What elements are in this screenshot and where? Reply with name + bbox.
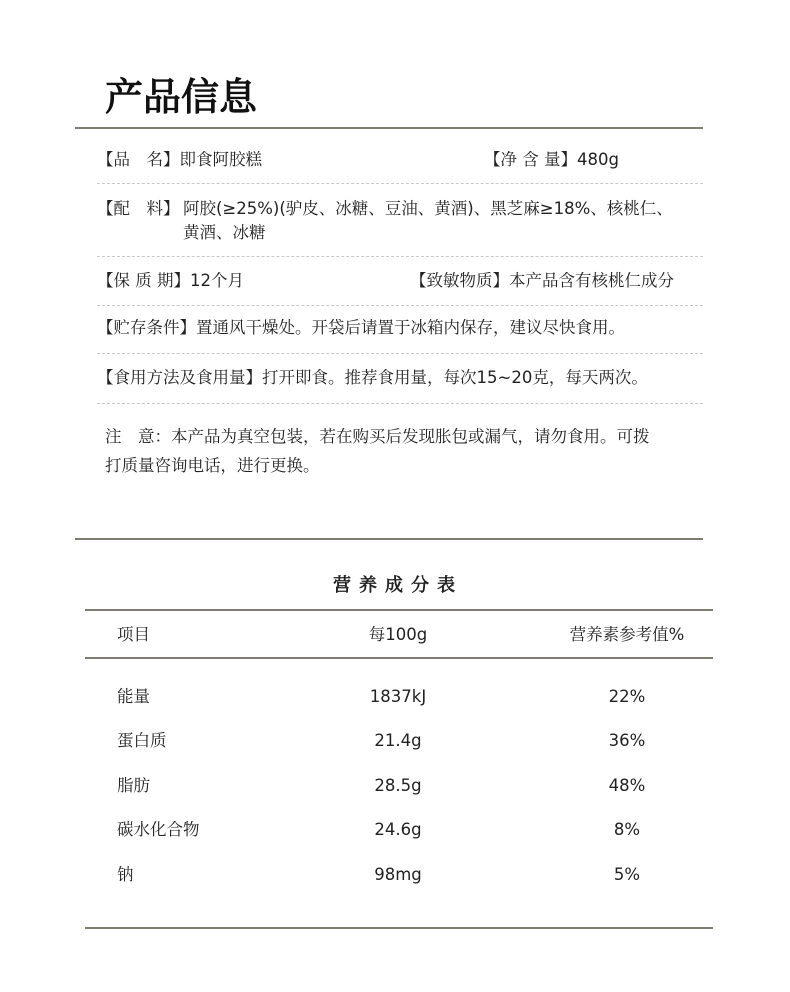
product-name-value: 即食阿胶糕	[179, 150, 262, 169]
usage-value: 打开即食。推荐食用量，每次15~20克，每天两次。	[262, 368, 648, 387]
table-top-border	[85, 609, 713, 611]
nutrient-amount: 98mg	[374, 865, 422, 884]
nutrition-title: 营养成分表	[333, 575, 463, 596]
note-line-1: 注 意：本产品为真空包装，若在购买后发现胀包或漏气，请勿食用。可拨	[105, 427, 650, 446]
divider	[97, 353, 703, 354]
usage-label: 【食用方法及食用量】	[97, 368, 262, 387]
nutrient-name: 能量	[117, 687, 150, 706]
nutrient-name: 脂肪	[117, 776, 150, 795]
ingredients-line-1: 阿胶(≥25%)(驴皮、冰糖、豆油、黄酒)、黑芝麻≥18%、核桃仁、	[183, 199, 673, 218]
storage-row	[97, 316, 625, 340]
header-item: 项目	[117, 625, 150, 644]
ingredients-label: 【配 料】	[97, 199, 180, 218]
allergen-label: 【致敏物质】	[410, 271, 509, 290]
title-divider	[75, 127, 703, 129]
nutrient-nrv: 22%	[608, 687, 646, 706]
net-content-value: 480g	[577, 150, 619, 169]
nutrient-amount: 1837kJ	[369, 687, 427, 706]
allergen-value: 本产品含有核桃仁成分	[509, 271, 674, 290]
product-name-row	[97, 148, 262, 172]
header-per-100g: 每100g	[368, 625, 428, 644]
page-title: 产品信息	[105, 75, 258, 119]
nutrient-name: 蛋白质	[117, 731, 167, 750]
shelf-life-value: 12个月	[190, 271, 244, 290]
nutrient-nrv: 5%	[613, 865, 641, 884]
net-content-row	[484, 148, 619, 172]
table-bottom-border	[85, 927, 713, 929]
divider	[97, 256, 703, 257]
storage-label: 【贮存条件】	[97, 318, 196, 337]
storage-value: 置通风干燥处。开袋后请置于冰箱内保存，建议尽快食用。	[196, 318, 625, 337]
nutrient-nrv: 8%	[613, 820, 641, 839]
divider	[97, 403, 703, 404]
usage-row	[97, 366, 648, 390]
shelf-life-row	[97, 269, 244, 293]
nutrient-amount: 28.5g	[374, 776, 422, 795]
nutrient-amount: 21.4g	[374, 731, 422, 750]
note-line-2: 打质量咨询电话，进行更换。	[105, 456, 320, 475]
nutrient-name: 碳水化合物	[117, 820, 200, 839]
product-name-label: 【品 名】	[97, 150, 180, 169]
nutrient-nrv: 36%	[608, 731, 646, 750]
divider	[97, 305, 703, 306]
net-content-label: 【净 含 量】	[484, 150, 577, 169]
allergen-row	[410, 269, 674, 293]
nutrient-nrv: 48%	[608, 776, 646, 795]
nutrient-amount: 24.6g	[374, 820, 422, 839]
table-header-border	[85, 657, 713, 659]
ingredients-line-2: 黄酒、冰糖	[183, 223, 266, 242]
nutrient-name: 钠	[117, 865, 134, 884]
shelf-life-label: 【保 质 期】	[97, 271, 190, 290]
divider	[97, 183, 703, 184]
header-nrv: 营养素参考值%	[569, 625, 685, 644]
section-divider	[75, 538, 703, 540]
